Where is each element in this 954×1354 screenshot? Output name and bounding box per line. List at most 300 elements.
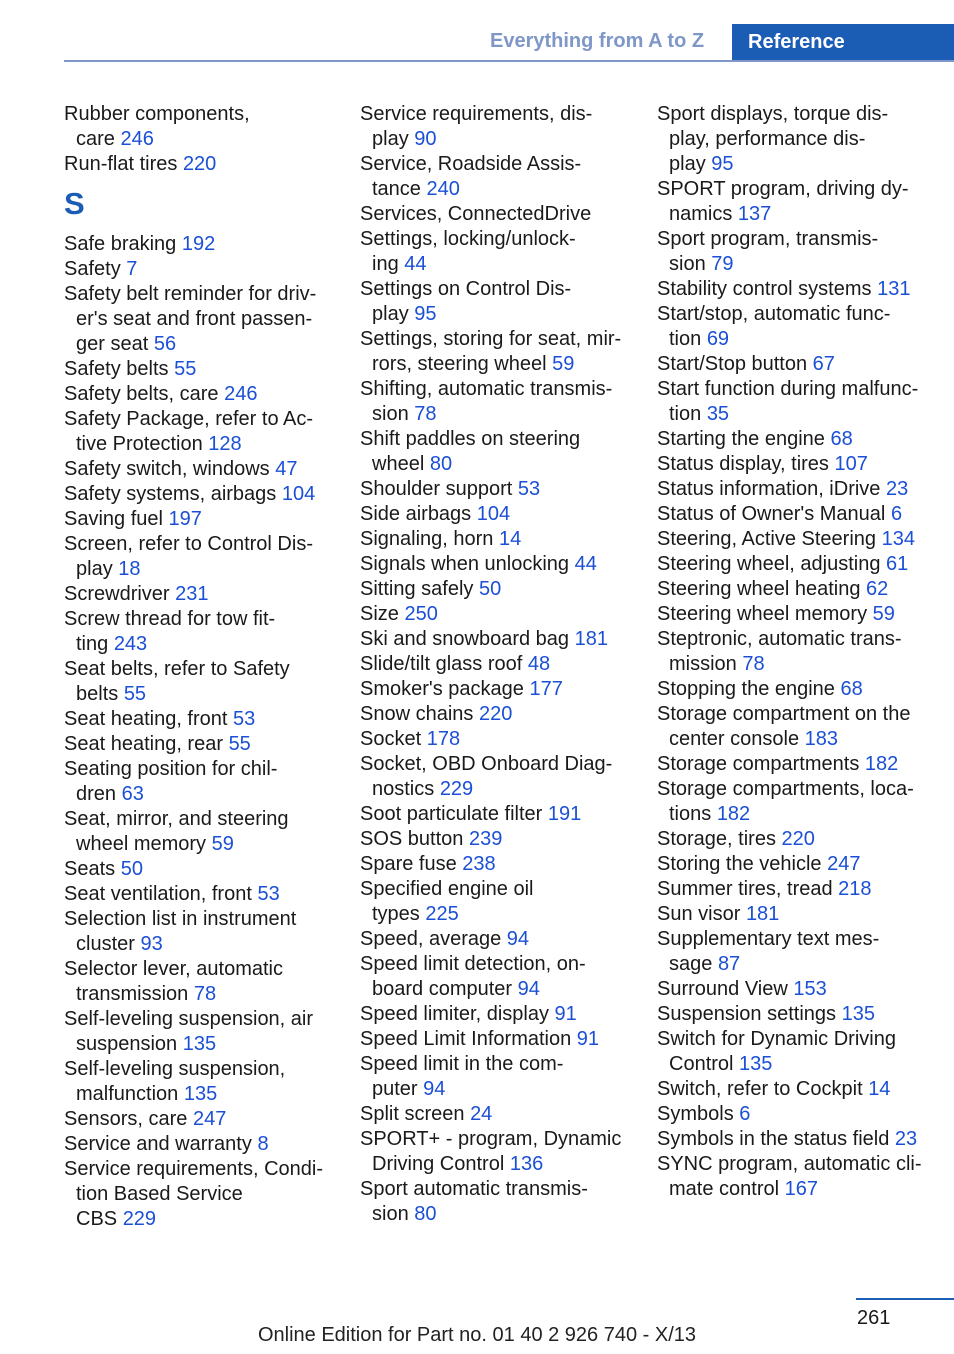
index-entry-text: Service requirements, dis- [360, 103, 593, 125]
index-entry-text: tions [669, 803, 712, 825]
page-link[interactable]: 220 [182, 153, 217, 175]
index-entry [657, 827, 947, 852]
index-entry [64, 857, 354, 882]
page-link[interactable]: 177 [529, 678, 563, 700]
index-entry-text: Signaling, horn [360, 528, 494, 550]
index-entry-text: center console [669, 728, 800, 750]
index-entry [64, 282, 354, 357]
index-entry-text: Side airbags [360, 503, 472, 525]
page-link[interactable]: 240 [426, 178, 460, 200]
page-link[interactable]: 94 [506, 928, 530, 950]
index-entry-text: Storage compartments [657, 753, 860, 775]
page-link[interactable]: 23 [885, 478, 909, 500]
page-link[interactable]: 55 [174, 358, 197, 380]
index-entry-text: SYNC program, automatic cli- [657, 1153, 922, 1175]
page-link[interactable]: 48 [527, 653, 551, 675]
index-entry [360, 202, 650, 227]
page-link[interactable]: 178 [426, 728, 461, 750]
index-entry [657, 352, 947, 377]
index-entry [360, 702, 650, 727]
page-link[interactable]: 55 [123, 683, 147, 705]
page-number: 261 [857, 1307, 891, 1329]
index-entry [360, 1127, 650, 1177]
index-entry-text: Safe braking [64, 233, 177, 255]
page-link[interactable]: 104 [281, 483, 316, 505]
index-entry-text: tion Based Service [76, 1183, 243, 1205]
index-column-2 [360, 102, 650, 1227]
page-link[interactable]: 128 [208, 433, 242, 455]
index-column-3 [657, 102, 947, 1202]
page-link[interactable]: 134 [881, 528, 915, 550]
page-link[interactable]: 53 [233, 708, 256, 730]
index-entry [64, 807, 354, 857]
index-entry [657, 227, 947, 277]
index-entry-text: Start/Stop button [657, 353, 808, 375]
page-link[interactable]: 62 [866, 578, 889, 600]
index-entry-text: Supplementary text mes- [657, 928, 880, 950]
index-entry-text: Safety systems, airbags [64, 483, 277, 505]
page-link[interactable]: 220 [478, 703, 513, 725]
index-entry-text: Seating position for chil- [64, 758, 278, 780]
index-entry [360, 602, 650, 627]
page-link[interactable]: 181 [574, 628, 608, 650]
index-entry-text: Ski and snowboard bag [360, 628, 570, 650]
index-entry [360, 852, 650, 877]
index-entry-text: Speed limit in the com- [360, 1053, 564, 1075]
index-entry [360, 427, 650, 477]
index-entry [64, 152, 354, 177]
index-entry-text: Starting the engine [657, 428, 825, 450]
index-entry-text: Seat heating, front [64, 708, 228, 730]
index-entry-text: Speed, average [360, 928, 502, 950]
index-entry-text: CBS [76, 1208, 118, 1230]
index-entry [64, 532, 354, 582]
index-entry [64, 607, 354, 657]
index-entry-text: Seat, mirror, and steering [64, 808, 289, 830]
index-entry-text: Snow chains [360, 703, 474, 725]
index-entry [360, 227, 650, 277]
page-link[interactable]: 56 [153, 333, 177, 355]
index-entry [360, 727, 650, 752]
index-entry-text: Sport program, transmis- [657, 228, 879, 250]
page-link[interactable]: 23 [894, 1128, 918, 1150]
index-entry [360, 1102, 650, 1127]
index-entry-text: Safety belt reminder for driv- [64, 283, 317, 305]
index-entry-text: wheel memory [76, 833, 207, 855]
page-link[interactable]: 135 [841, 1003, 875, 1025]
index-entry-text: types [372, 903, 420, 925]
index-entry-text: Sport displays, torque dis- [657, 103, 889, 125]
index-entry-text: Storage compartment on the [657, 703, 911, 725]
page-link[interactable]: 94 [517, 978, 540, 1000]
index-entry [64, 1132, 354, 1157]
index-entry [360, 802, 650, 827]
page-number-rule [856, 1298, 954, 1300]
index-entry-text: play [372, 303, 409, 325]
index-entry [657, 927, 947, 977]
page-link[interactable]: 246 [224, 383, 258, 405]
index-entry [657, 477, 947, 502]
index-entry-text: belts [76, 683, 119, 705]
index-entry [64, 707, 354, 732]
index-entry-text: Speed Limit Information [360, 1028, 572, 1050]
index-entry-text: Shoulder support [360, 478, 513, 500]
page-link[interactable]: 44 [404, 253, 427, 275]
index-entry-text: sage [669, 953, 713, 975]
index-entry [657, 1102, 947, 1127]
page-link[interactable]: 8 [257, 1133, 269, 1155]
index-entry-text: SPORT program, driving dy- [657, 178, 909, 200]
page-link[interactable]: 87 [717, 953, 741, 975]
page-link[interactable]: 182 [864, 753, 899, 775]
index-entry [657, 902, 947, 927]
index-entry-text: Seats [64, 858, 116, 880]
page-link[interactable]: 14 [499, 528, 522, 550]
page-link[interactable]: 135 [182, 1033, 217, 1055]
page-link[interactable]: 135 [183, 1083, 218, 1105]
index-entry [64, 1157, 354, 1232]
index-entry-text: Seat heating, rear [64, 733, 223, 755]
index-entry-text: Symbols [657, 1103, 734, 1125]
index-entry-text: sion [372, 403, 409, 425]
header-tab-reference: Reference [732, 24, 954, 61]
index-entry-text: Sitting safely [360, 578, 474, 600]
index-entry [657, 677, 947, 702]
index-entry [360, 152, 650, 202]
index-entry-text: Specified engine oil [360, 878, 534, 900]
index-entry-text: Sun visor [657, 903, 741, 925]
page-link[interactable]: 95 [711, 153, 734, 175]
index-entry [64, 407, 354, 457]
index-entry-text: Storing the vehicle [657, 853, 822, 875]
index-column-1 [64, 102, 354, 1232]
index-entry-text: Seat ventilation, front [64, 883, 252, 905]
index-entry-text: play [76, 558, 113, 580]
page-link[interactable]: 167 [784, 1178, 818, 1200]
page-link[interactable]: 90 [414, 128, 437, 150]
index-entry-text: tion [669, 328, 702, 350]
index-entry-text: Switch for Dynamic Driving [657, 1028, 896, 1050]
index-entry [657, 1027, 947, 1077]
index-entry [64, 907, 354, 957]
page-link[interactable]: 47 [275, 458, 298, 480]
index-entry-text: Seat belts, refer to Safety [64, 658, 290, 680]
index-entry-text: sion [372, 1203, 409, 1225]
index-entry-text: Spare fuse [360, 853, 457, 875]
index-entry [64, 507, 354, 532]
index-entry [657, 1152, 947, 1202]
index-letter-heading: S [64, 186, 85, 221]
index-entry [360, 527, 650, 552]
page-link[interactable]: 247 [192, 1108, 227, 1130]
index-entry-text: Socket, OBD Onboard Diag- [360, 753, 613, 775]
index-entry [657, 302, 947, 352]
page-link[interactable]: 91 [576, 1028, 600, 1050]
index-entry [657, 452, 947, 477]
index-entry-text: Service and warranty [64, 1133, 252, 1155]
index-entry [360, 752, 650, 802]
index-entry-text: sion [669, 253, 706, 275]
index-entry-text: Self-leveling suspension, [64, 1058, 286, 1080]
index-entry-text: Start function during malfunc- [657, 378, 919, 400]
index-entry-text: Summer tires, tread [657, 878, 833, 900]
index-entry [657, 427, 947, 452]
index-entry [64, 1007, 354, 1057]
index-entry-text: Steering wheel memory [657, 603, 868, 625]
index-entry-text: namics [669, 203, 733, 225]
index-entry-text: Socket [360, 728, 422, 750]
index-entry-text: Screen, refer to Control Dis- [64, 533, 313, 555]
page-link[interactable]: 229 [439, 778, 474, 800]
page-link[interactable]: 59 [211, 833, 234, 855]
page-link[interactable]: 6 [739, 1103, 751, 1125]
index-entry [360, 827, 650, 852]
index-entry-text: Settings, locking/unlock- [360, 228, 576, 250]
index-entry [360, 327, 650, 377]
index-entry [657, 277, 947, 302]
page-link[interactable]: 91 [554, 1003, 577, 1025]
index-entry-text: Stopping the engine [657, 678, 835, 700]
index-entry-text: Smoker's package [360, 678, 524, 700]
index-entry-text: tion [669, 403, 702, 425]
page-link[interactable]: 7 [126, 258, 138, 280]
index-entry-text: transmission [76, 983, 189, 1005]
index-entry-text: play [372, 128, 409, 150]
index-entry-text: Steering, Active Steering [657, 528, 877, 550]
page-link[interactable]: 131 [877, 278, 911, 300]
index-entry-text: Signals when unlocking [360, 553, 570, 575]
page-link[interactable]: 78 [414, 403, 437, 425]
index-entry-text: Settings, storing for seat, mir- [360, 328, 622, 350]
page-link[interactable]: 63 [121, 783, 144, 805]
page-link[interactable]: 68 [830, 428, 853, 450]
page-link[interactable]: 191 [547, 803, 582, 825]
index-entry [360, 377, 650, 427]
index-entry [64, 102, 354, 152]
index-entry-text: Screwdriver [64, 583, 170, 605]
page-link[interactable]: 50 [478, 578, 502, 600]
page-link[interactable]: 6 [890, 503, 903, 525]
index-entry [657, 1077, 947, 1102]
page-link[interactable]: 104 [476, 503, 511, 525]
index-entry-text: play, performance dis- [669, 128, 866, 150]
index-entry-text: rors, steering wheel [372, 353, 547, 375]
index-entry [360, 952, 650, 1002]
index-entry [360, 877, 650, 927]
index-entry-text: Self-leveling suspension, air [64, 1008, 314, 1030]
page-link[interactable]: 59 [552, 353, 575, 375]
index-entry-text: play [669, 153, 706, 175]
index-entry-text: mate control [669, 1178, 780, 1200]
index-entry-text: Storage, tires [657, 828, 776, 850]
page-link[interactable]: 35 [706, 403, 730, 425]
index-entry-text: er's seat and front passen- [76, 308, 313, 330]
page-link[interactable]: 231 [175, 583, 209, 605]
index-entry [360, 1177, 650, 1227]
index-entry [360, 1027, 650, 1052]
index-entry [360, 1002, 650, 1027]
index-entry-text: ger seat [76, 333, 149, 355]
index-entry [657, 177, 947, 227]
index-entry [360, 577, 650, 602]
index-entry [657, 102, 947, 177]
footer-edition: Online Edition for Part no. 01 40 2 926 740 - X/13 [257, 1324, 697, 1346]
page-link[interactable]: 250 [404, 603, 438, 625]
page-link[interactable]: 220 [781, 828, 815, 850]
index-entry-text: SOS button [360, 828, 464, 850]
page-link[interactable]: 44 [574, 553, 597, 575]
page-link[interactable]: 55 [228, 733, 251, 755]
index-entry [64, 1057, 354, 1107]
index-entry [657, 1002, 947, 1027]
index-entry-text: Driving Control [372, 1153, 505, 1175]
index-entry-text: Steptronic, automatic trans- [657, 628, 902, 650]
index-entry [657, 702, 947, 752]
page-link[interactable]: 67 [812, 353, 835, 375]
index-entry-text: puter [372, 1078, 418, 1100]
page-link[interactable]: 69 [706, 328, 730, 350]
index-entry [64, 732, 354, 757]
index-entry-text: board computer [372, 978, 513, 1000]
index-entry [64, 957, 354, 1007]
page-link[interactable]: 183 [804, 728, 839, 750]
index-entry-text: Sensors, care [64, 1108, 188, 1130]
index-entry-text: Settings on Control Dis- [360, 278, 572, 300]
page-link[interactable]: 95 [414, 303, 437, 325]
page-link[interactable]: 24 [470, 1103, 493, 1125]
index-entry [360, 652, 650, 677]
index-entry [64, 357, 354, 382]
page-link[interactable]: 14 [868, 1078, 891, 1100]
index-entry-text: Selector lever, automatic [64, 958, 283, 980]
page-link[interactable]: 78 [742, 653, 765, 675]
page-link[interactable]: 80 [414, 1203, 437, 1225]
index-entry-text: Screw thread for tow fit- [64, 608, 276, 630]
index-entry [657, 377, 947, 427]
page-link[interactable]: 79 [711, 253, 734, 275]
page-link[interactable]: 243 [113, 633, 148, 655]
index-entry [657, 877, 947, 902]
index-entry-text: tance [372, 178, 421, 200]
page-link[interactable]: 181 [745, 903, 780, 925]
index-entry-text: cluster [76, 933, 135, 955]
page-link[interactable]: 80 [429, 453, 453, 475]
index-entry [64, 1107, 354, 1132]
index-entry-text: Sport automatic transmis- [360, 1178, 588, 1200]
index-entry-text: care [76, 128, 115, 150]
page-link[interactable]: 59 [872, 603, 895, 625]
page-link[interactable]: 246 [120, 128, 154, 150]
page-link[interactable]: 50 [120, 858, 143, 880]
index-entry [657, 1127, 947, 1152]
index-entry-text: Safety belts, care [64, 383, 219, 405]
index-entry [360, 502, 650, 527]
page-link[interactable]: 18 [118, 558, 141, 580]
page-link[interactable]: 93 [140, 933, 163, 955]
index-entry-text: Surround View [657, 978, 788, 1000]
index-entry-text: Size [360, 603, 399, 625]
index-entry [657, 627, 947, 677]
index-entry [360, 927, 650, 952]
index-entry [64, 482, 354, 507]
index-entry [360, 677, 650, 702]
index-entry [64, 457, 354, 482]
index-entry [64, 757, 354, 807]
page-link[interactable]: 68 [840, 678, 863, 700]
page-link[interactable]: 137 [737, 203, 772, 225]
index-entry-text: Start/stop, automatic func- [657, 303, 891, 325]
index-entry-text: Symbols in the status field [657, 1128, 890, 1150]
index-entry-text: Run-flat tires [64, 153, 178, 175]
page-link[interactable]: 247 [827, 853, 861, 875]
page-link[interactable]: 53 [517, 478, 541, 500]
index-entry-text: Split screen [360, 1103, 465, 1125]
index-entry [657, 577, 947, 602]
index-entry [657, 852, 947, 877]
index-entry [360, 277, 650, 327]
index-entry-text: Status display, tires [657, 453, 829, 475]
page-link[interactable]: 218 [838, 878, 872, 900]
index-entry-text: Soot particulate filter [360, 803, 543, 825]
page-link[interactable]: 135 [739, 1053, 773, 1075]
page-link[interactable]: 53 [257, 883, 280, 905]
index-entry-text: Safety [64, 258, 121, 280]
page-link[interactable]: 192 [181, 233, 216, 255]
page-link[interactable]: 229 [122, 1208, 157, 1230]
page-link[interactable]: 239 [468, 828, 503, 850]
index-entry-text: malfunction [76, 1083, 179, 1105]
page-link[interactable]: 197 [168, 508, 202, 530]
index-entry-text: wheel [372, 453, 425, 475]
index-entry-text: ting [76, 633, 109, 655]
index-entry-text: Stability control systems [657, 278, 872, 300]
header-rule [64, 60, 954, 62]
page-link[interactable]: 182 [716, 803, 751, 825]
index-entry [360, 477, 650, 502]
index-entry-text: Switch, refer to Cockpit [657, 1078, 863, 1100]
page-link[interactable]: 225 [425, 903, 459, 925]
index-entry-text: Services, ConnectedDrive [360, 203, 592, 225]
page-link[interactable]: 153 [793, 978, 827, 1000]
index-entry-text: mission [669, 653, 737, 675]
page-link[interactable]: 238 [462, 853, 496, 875]
index-entry [360, 1052, 650, 1102]
page-link[interactable]: 61 [886, 553, 909, 575]
index-entry-text: suspension [76, 1033, 178, 1055]
page-link[interactable]: 107 [834, 453, 868, 475]
page-link[interactable]: 136 [509, 1153, 544, 1175]
index-entry [657, 502, 947, 527]
page-link[interactable]: 78 [193, 983, 217, 1005]
index-entry-text: Speed limit detection, on- [360, 953, 586, 975]
index-entry [657, 552, 947, 577]
index-entry-text: Service, Roadside Assis- [360, 153, 582, 175]
index-entry-text: Shift paddles on steering [360, 428, 581, 450]
index-entry [64, 232, 354, 257]
index-entry-text: Suspension settings [657, 1003, 837, 1025]
index-entry-text: Shifting, automatic transmis- [360, 378, 613, 400]
header-section-title: Everything from A to Z [490, 30, 705, 52]
page-link[interactable]: 94 [423, 1078, 446, 1100]
index-entry-text: ing [372, 253, 399, 275]
index-entry-text: Safety switch, windows [64, 458, 270, 480]
index-entry [64, 257, 354, 282]
index-entry-text: Service requirements, Condi- [64, 1158, 323, 1180]
index-entry-text: Status of Owner's Manual [657, 503, 886, 525]
index-entry [657, 752, 947, 777]
index-entry-text: dren [76, 783, 117, 805]
index-entry-text: Control [669, 1053, 734, 1075]
